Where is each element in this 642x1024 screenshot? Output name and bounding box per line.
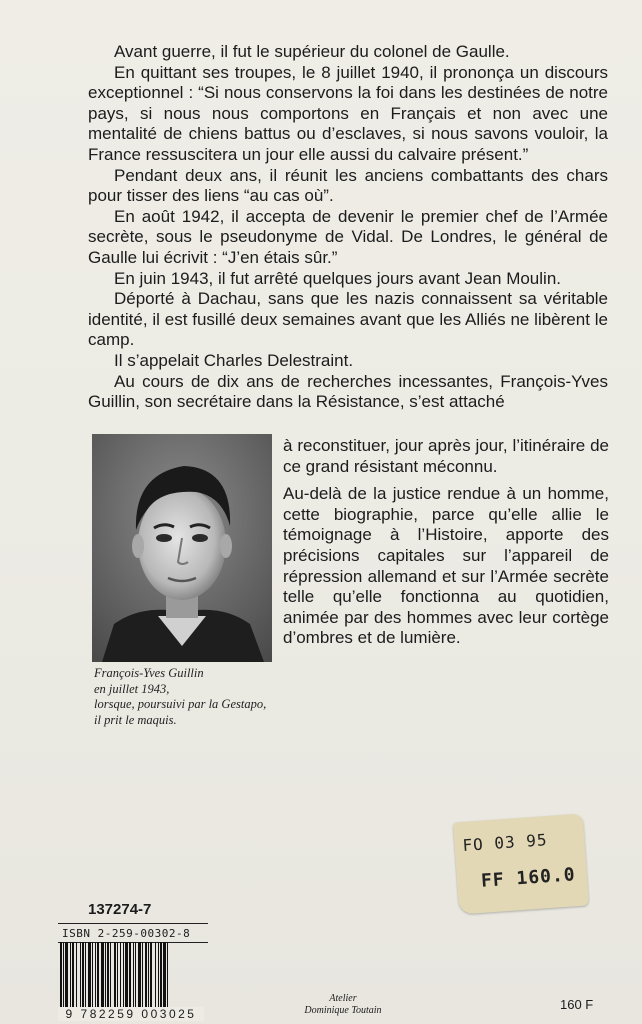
blurb-paragraph: Déporté à Dachau, sans que les nazis connaissent sa véritable identité, il est fusillé deux semaines avant que les Alliés ne libèrent le camp. — [88, 289, 608, 350]
blurb-text — [88, 42, 608, 413]
blurb-paragraph: Au cours de dix ans de recherches incessantes, François-Yves Guillin, son secrétaire dans la Résistance, s’est attaché — [88, 371, 608, 412]
blurb-paragraph: Au-delà de la justice rendue à un homme, cette biographie, parce qu’elle allie le témoignage à l’Histoire, apporte des précisions capitales sur l’appareil de répression allemand et sur l’Armée secrète telle qu’elle fonctionna au quotidien, animée par des hommes avec leur cortège d’ombres et de lumière. — [283, 484, 609, 648]
barcode-graphic — [58, 942, 204, 1008]
blurb-paragraph: Il s’appelait Charles Delestraint. — [114, 350, 354, 370]
caption-line: il prit le maquis. — [94, 712, 177, 727]
cover-price: 160 F — [560, 997, 594, 1012]
price-sticker — [453, 814, 589, 915]
blurb-paragraph: En juin 1943, il fut arrêté quelques jours avant Jean Moulin. — [114, 268, 561, 288]
isbn-label: ISBN 2-259-00302-8 — [58, 923, 208, 943]
caption-line: François-Yves Guillin — [94, 666, 204, 680]
author-portrait-photo — [92, 434, 272, 662]
product-code: 137274-7 — [88, 901, 152, 918]
publisher-line: Dominique Toutain — [304, 1005, 382, 1016]
caption-line: lorsque, poursuivi par la Gestapo, — [94, 697, 267, 711]
barcode-number: 9 782259 003025 — [58, 1007, 204, 1021]
publisher-imprint — [298, 993, 388, 1017]
photo-caption — [94, 666, 314, 728]
blurb-paragraph: Avant guerre, il fut le supérieur du colonel de Gaulle. — [114, 42, 510, 61]
sticker-price: FF 160.0 — [480, 864, 577, 892]
caption-line: en juillet 1943, — [94, 681, 170, 696]
publisher-line: Atelier — [329, 993, 357, 1004]
blurb-paragraph: Pendant deux ans, il réunit les anciens combattants des chars pour tisser des liens “au cas où”. — [88, 165, 608, 206]
blurb-paragraph: En quittant ses troupes, le 8 juillet 1940, il prononça un discours exceptionnel : “Si nous conservons la foi dans les destinées de notre pays, si nous nous comportons en Français et non avec une mentalité de chiens battus ou d’esclaves, si nous savons vouloir, la France ressuscitera un jour elle aussi du calvaire présent.” — [88, 62, 608, 164]
blurb-paragraph: En août 1942, il accepta de devenir le premier chef de l’Armée secrète, sous le pseudonyme de Vidal. De Londres, le général de Gaulle lui écrivit : “J’en étais sûr.” — [88, 206, 608, 267]
blurb-paragraph: à reconstituer, jour après jour, l’itinéraire de ce grand résistant méconnu. — [283, 436, 609, 476]
sticker-date: FO 03 95 — [461, 830, 549, 856]
blurb-text-continued — [283, 436, 609, 649]
